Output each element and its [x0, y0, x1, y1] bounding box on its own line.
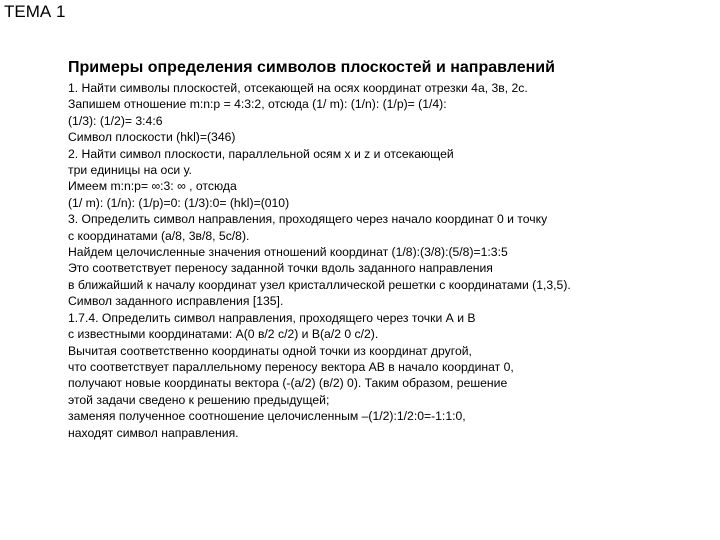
body-text — [68, 80, 571, 441]
body-line: Запишем отношение m:n:p = 4:3:2, отсюда (1/ m): (1/n): (1/p)= (1/4): — [68, 97, 447, 112]
body-line: Это соответствует переносу заданной точки вдоль заданного направления — [68, 261, 493, 276]
body-line: что соответствует параллельному переносу вектора АВ в начало координат 0, — [68, 359, 514, 374]
body-line: Вычитая соответственно координаты одной точки из координат другой, — [68, 343, 472, 358]
body-line: Найдем целочисленные значения отношений координат (1/8):(3/8):(5/8)=1:3:5 — [68, 245, 508, 260]
body-line: с координатами (а/8, 3в/8, 5с/8). — [68, 228, 250, 243]
body-line: заменяя полученное соотношение целочисленным –(1/2):1/2:0=-1:1:0, — [68, 409, 466, 424]
body-line: 3. Определить символ направления, проходящего через начало координат 0 и точку — [68, 212, 548, 227]
slide-title: Примеры определения символов плоскостей и направлений — [68, 59, 555, 76]
body-line: в ближайший к началу координат узел кристаллической решетки с координатами (1,3,5). — [68, 277, 571, 292]
body-line: Символ плоскости (hkl)=(346) — [68, 130, 236, 145]
body-line: находят символ направления. — [68, 425, 239, 440]
body-line: 2. Найти символ плоскости, параллельной осям х и z и отсекающей — [68, 146, 454, 161]
body-line: 1. Найти символы плоскостей, отсекающей на осях координат отрезки 4а, 3в, 2с. — [68, 81, 528, 95]
body-line: Символ заданного исправления [135]. — [68, 294, 284, 309]
body-line: этой задачи сведено к решению предыдущей; — [68, 392, 330, 407]
body-line: 1.7.4. Определить символ направления, проходящего через точки А и В — [68, 310, 476, 325]
body-line: (1/ m): (1/n): (1/p)=0: (1/3):0= (hkl)=(010) — [68, 195, 290, 210]
body-line: (1/3): (1/2)= 3:4:6 — [68, 113, 163, 128]
body-line: получают новые координаты вектора (-(а/2) (в/2) 0). Таким образом, решение — [68, 376, 508, 391]
body-line: три единицы на оси у. — [68, 163, 192, 178]
slide-label: ТЕМА 1 — [4, 2, 66, 21]
body-line: с известными координатами: А(0 в/2 с/2) и В(а/2 0 с/2). — [68, 327, 379, 342]
body-line: Имеем m:n:p= ∞:3: ∞ , отсюда — [68, 179, 237, 194]
